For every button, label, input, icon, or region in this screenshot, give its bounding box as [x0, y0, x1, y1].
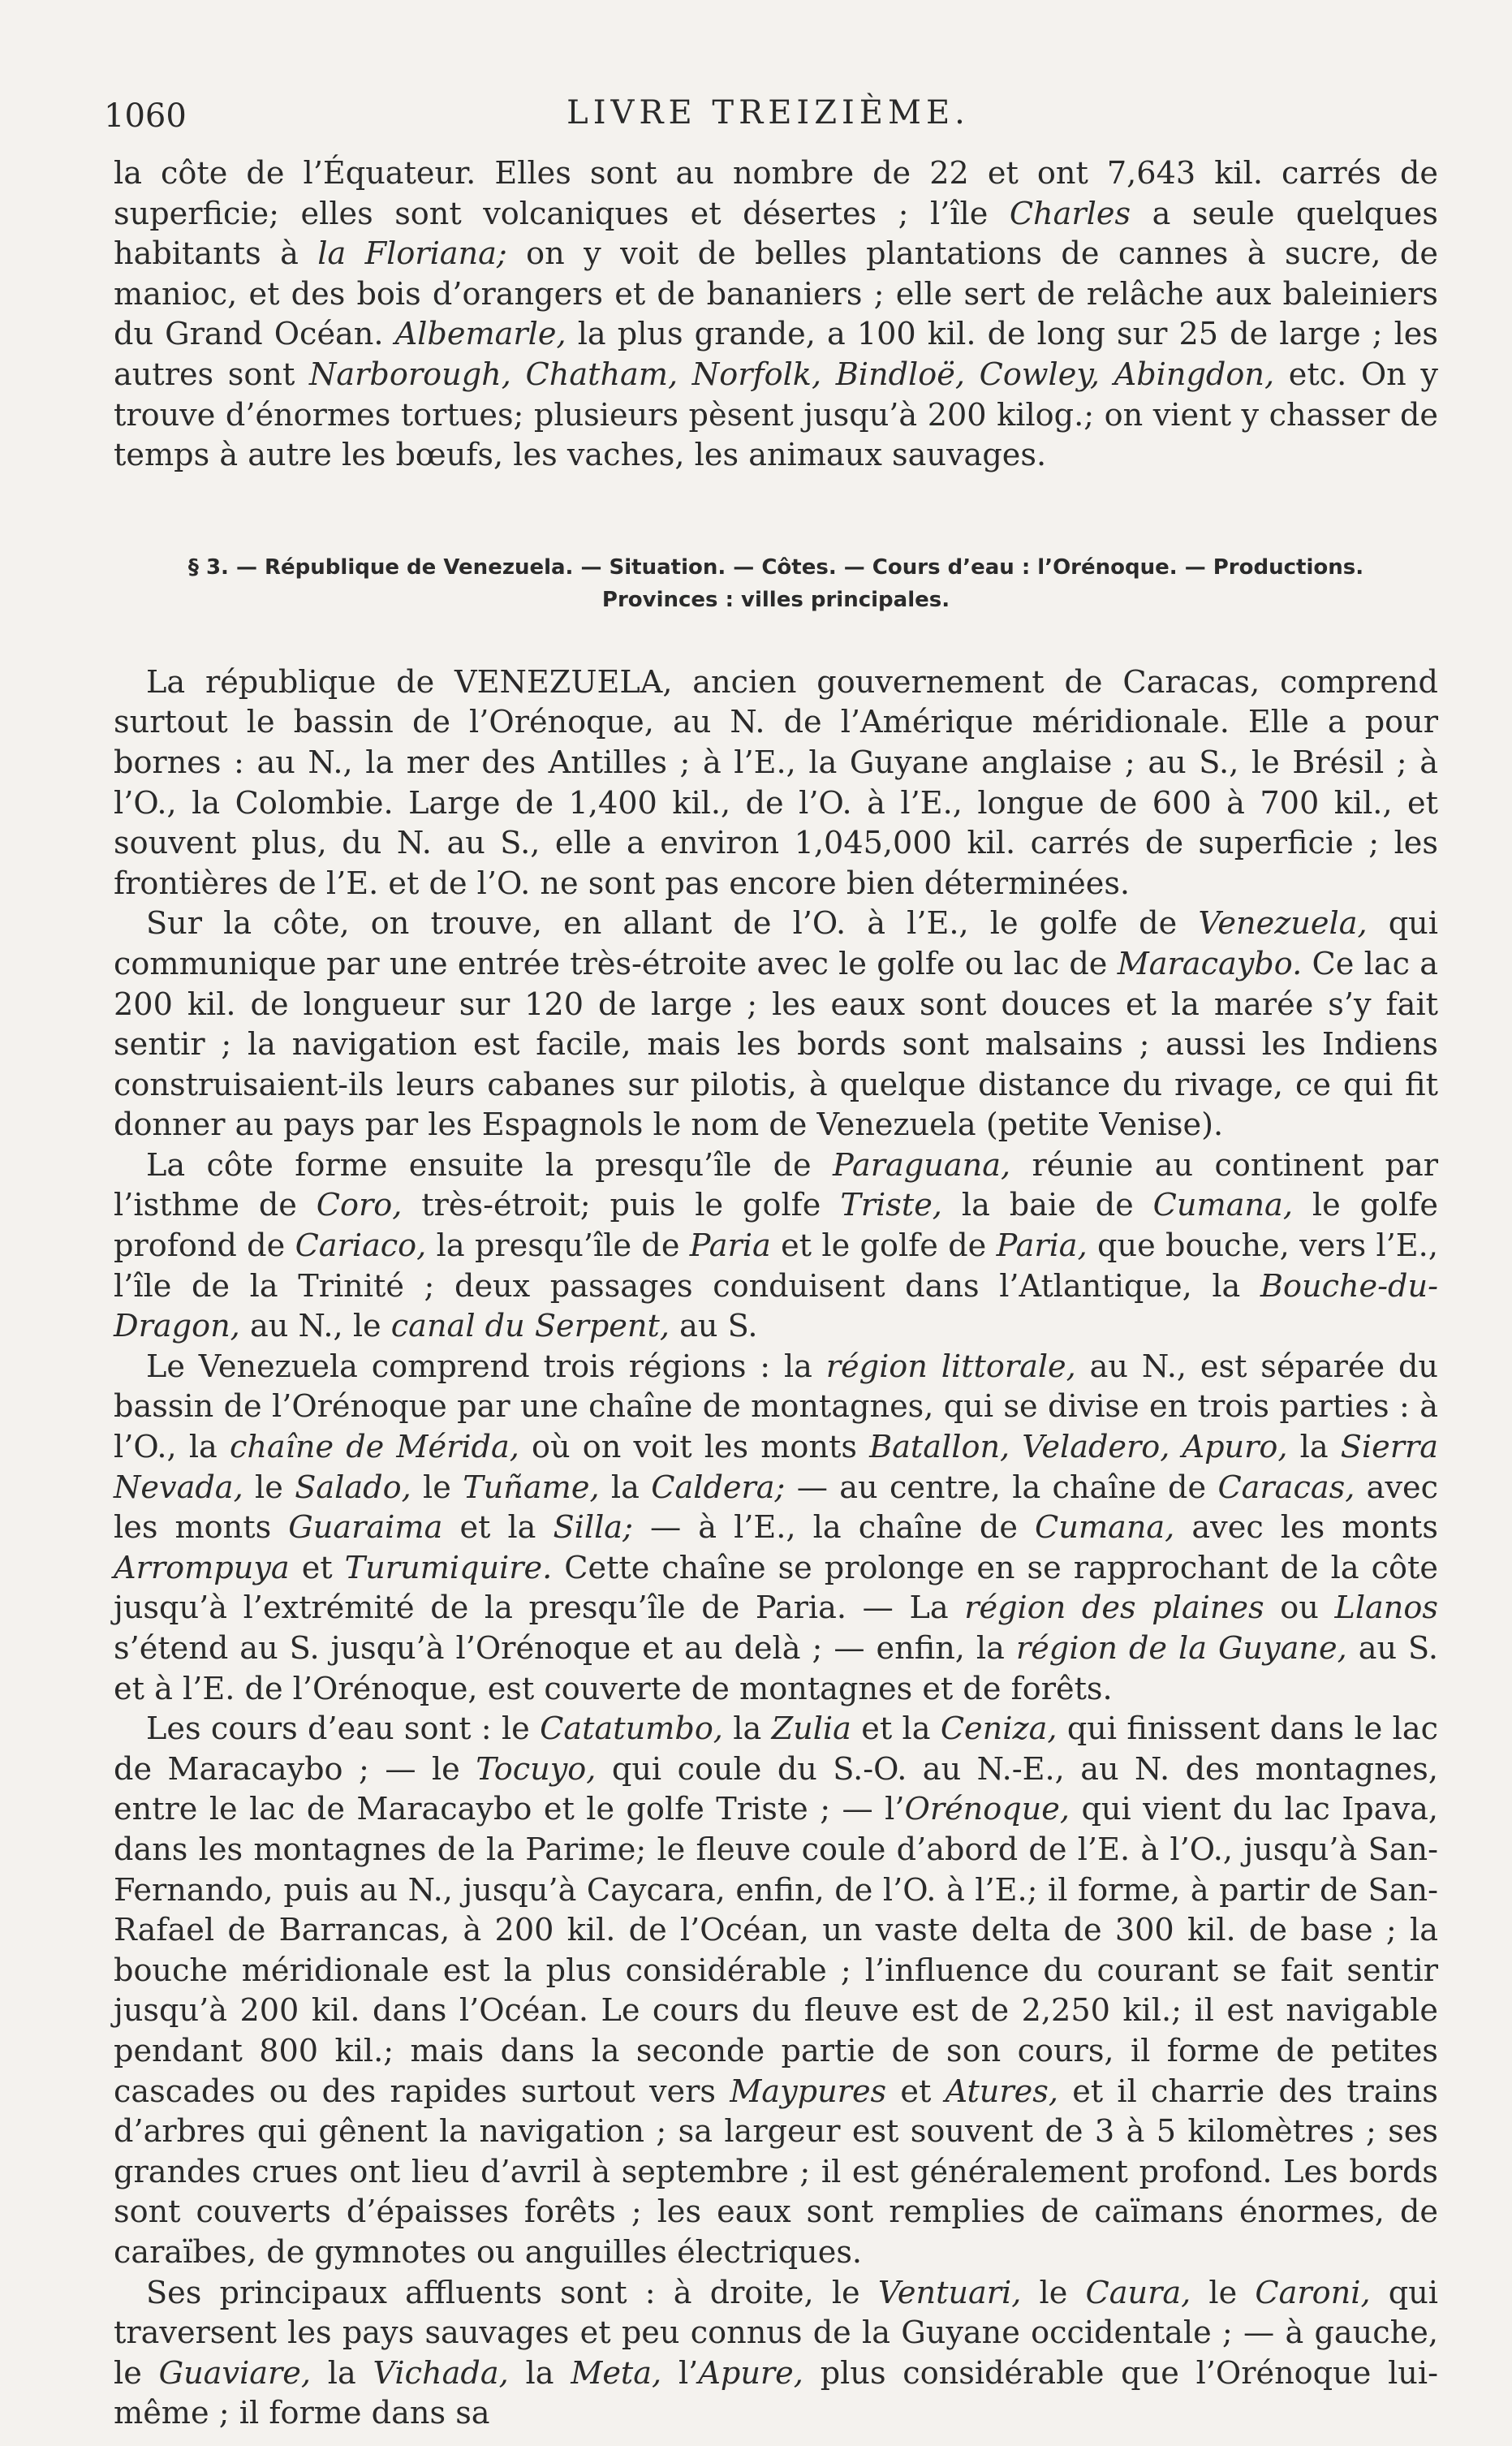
paragraph-rivers: Les cours d’eau sont : le Catatumbo, la Zulia et la Ceniza, qui finissent dans le lac de Maracaybo ; — le Tocuyo, qui coule du S.-O. au N.-E., au N. des montagnes, entre le lac de Maracaybo et le golfe Triste ; — l’Orénoque, qui vient du lac Ipava, dans les montagnes de la Parime; le fleuve coule d’abord de l’E. à l’O., jusqu’à San-Fernando, puis au N., jusqu’à Caycara, enfin, de l’O. à l’E.; il forme, à partir de San-Rafael de Barrancas, à 200 kil. de l’Océan, un vaste delta de 300 kil. de base ; la bouche méridionale est la plus considérable ; l’influence du courant se fait sentir jusqu’à 200 kil. dans l’Océan. Le cours du fleuve est de 2,250 kil.; il est navigable pendant 800 kil.; mais dans la seconde partie de son cours, il forme de petites cascades ou des rapides surtout vers Maypures et Atures, et il charrie des trains d’arbres qui gênent la navigation ; sa largeur est souvent de 3 à 5 kilomètres ; ses grandes crues ont lieu d’avril à septembre ; il est généralement profond. Les bords sont couverts d’épaisses forêts ; les eaux sont remplies de caïmans énormes, de caraïbes, de gymnotes ou anguilles électriques.: [114, 1711, 1438, 2271]
page-number: 1060: [104, 97, 187, 135]
paragraph-coast-east: La côte forme ensuite la presqu’île de Paraguana, réunie au continent par l’isthme de Coro, très-étroit; puis le golfe Triste, la baie de Cumana, le golfe profond de Cariaco, la presqu’île de Paria et le golfe de Paria, que bouche, vers l’E., l’île de la Trinité ; deux passages conduisent dans l’Atlantique, la Bouche-du-Dragon, au N., le canal du Serpent, au S.: [114, 1147, 1439, 1345]
running-title: LIVRE TREIZIÈME.: [566, 94, 970, 132]
paragraph-borders: La république de VENEZUELA, ancien gouvernement de Caracas, comprend surtout le bassin de l’Orénoque, au N. de l’Amérique méridionale. Elle a pour bornes : au N., la mer des Antilles ; à l’E., la Guyane anglaise ; au S., le Brésil ; à l’O., la Colombie. Large de 1,400 kil., de l’O. à l’E., longue de 600 à 700 kil., et souvent plus, du N. au S., elle a environ 1,045,000 kil. carrés de superficie ; les frontières de l’E. et de l’O. ne sont pas encore bien déterminées.: [114, 664, 1438, 902]
section-heading-line1: § 3. — République de Venezuela. — Situation. — Côtes. — Cours d’eau : l’Orénoque. — Productions.: [187, 554, 1364, 580]
page-header: [104, 88, 1432, 136]
paragraph-regions: Le Venezuela comprend trois régions : la région littorale, au N., est séparée du bassin de l’Orénoque par une chaîne de montagnes, qui se divise en trois parties : à l’O., la chaîne de Mérida, où on voit les monts Batallon, Veladero, Apuro, la Sierra Nevada, le Salado, le Tuñame, la Caldera; — au centre, la chaîne de Caracas, avec les monts Guaraima et la Silla; — à l’E., la chaîne de Cumana, avec les monts Arrompuya et Turumiquire. Cette chaîne se prolonge en se rapprochant de la côte jusqu’à l’extrémité de la presqu’île de Paria. — La région des plaines ou Llanos s’étend au S. jusqu’à l’Orénoque et au delà ; — enfin, la région de la Guyane, au S. et à l’E. de l’Orénoque, est couverte de montagnes et de forêts.: [114, 1348, 1439, 1707]
paragraph-coast-maracaybo: Sur la côte, on trouve, en allant de l’O. à l’E., le golfe de Venezuela, qui communique par une entrée très-étroite avec le golfe ou lac de Maracaybo. Ce lac a 200 kil. de longueur sur 120 de large ; les eaux sont douces et la marée s’y fait sentir ; la navigation est facile, mais les bords sont malsains ; aussi les Indiens construisaient-ils leurs cabanes sur pilotis, à quelque distance du rivage, ce qui fit donner au pays par les Espagnols le nom de Venezuela (petite Venise).: [114, 906, 1438, 1144]
section-heading: [114, 551, 1438, 616]
section-heading-line2: Provinces : villes principales.: [601, 587, 950, 612]
page-body: [114, 154, 1438, 2435]
intro-paragraph: la côte de l’Équateur. Elles sont au nombre de 22 et ont 7,643 kil. carrés de superficie; elles sont volcaniques et désertes ; l’île Charles a seule quelques habitants à la Floriana; on y voit de belles plantations de cannes à sucre, de manioc, et des bois d’orangers et de bananiers ; elle sert de relâche aux baleiniers du Grand Océan. Albemarle, la plus grande, a 100 kil. de long sur 25 de large ; les autres sont Narborough, Chatham, Norfolk, Bindloë, Cowley, Abingdon, etc. On y trouve d’énormes tortues; plusieurs pèsent jusqu’à 200 kilog.; on vient y chasser de temps à autre les bœufs, les vaches, les animaux sauvages.: [114, 156, 1438, 474]
paragraph-affluents: Ses principaux affluents sont : à droite, le Ventuari, le Caura, le Caroni, qui traversent les pays sauvages et peu connus de la Guyane occidentale ; — à gauche, le Guaviare, la Vichada, la Meta, l’Apure, plus considérable que l’Orénoque lui-même ; il forme dans sa: [114, 2275, 1438, 2432]
